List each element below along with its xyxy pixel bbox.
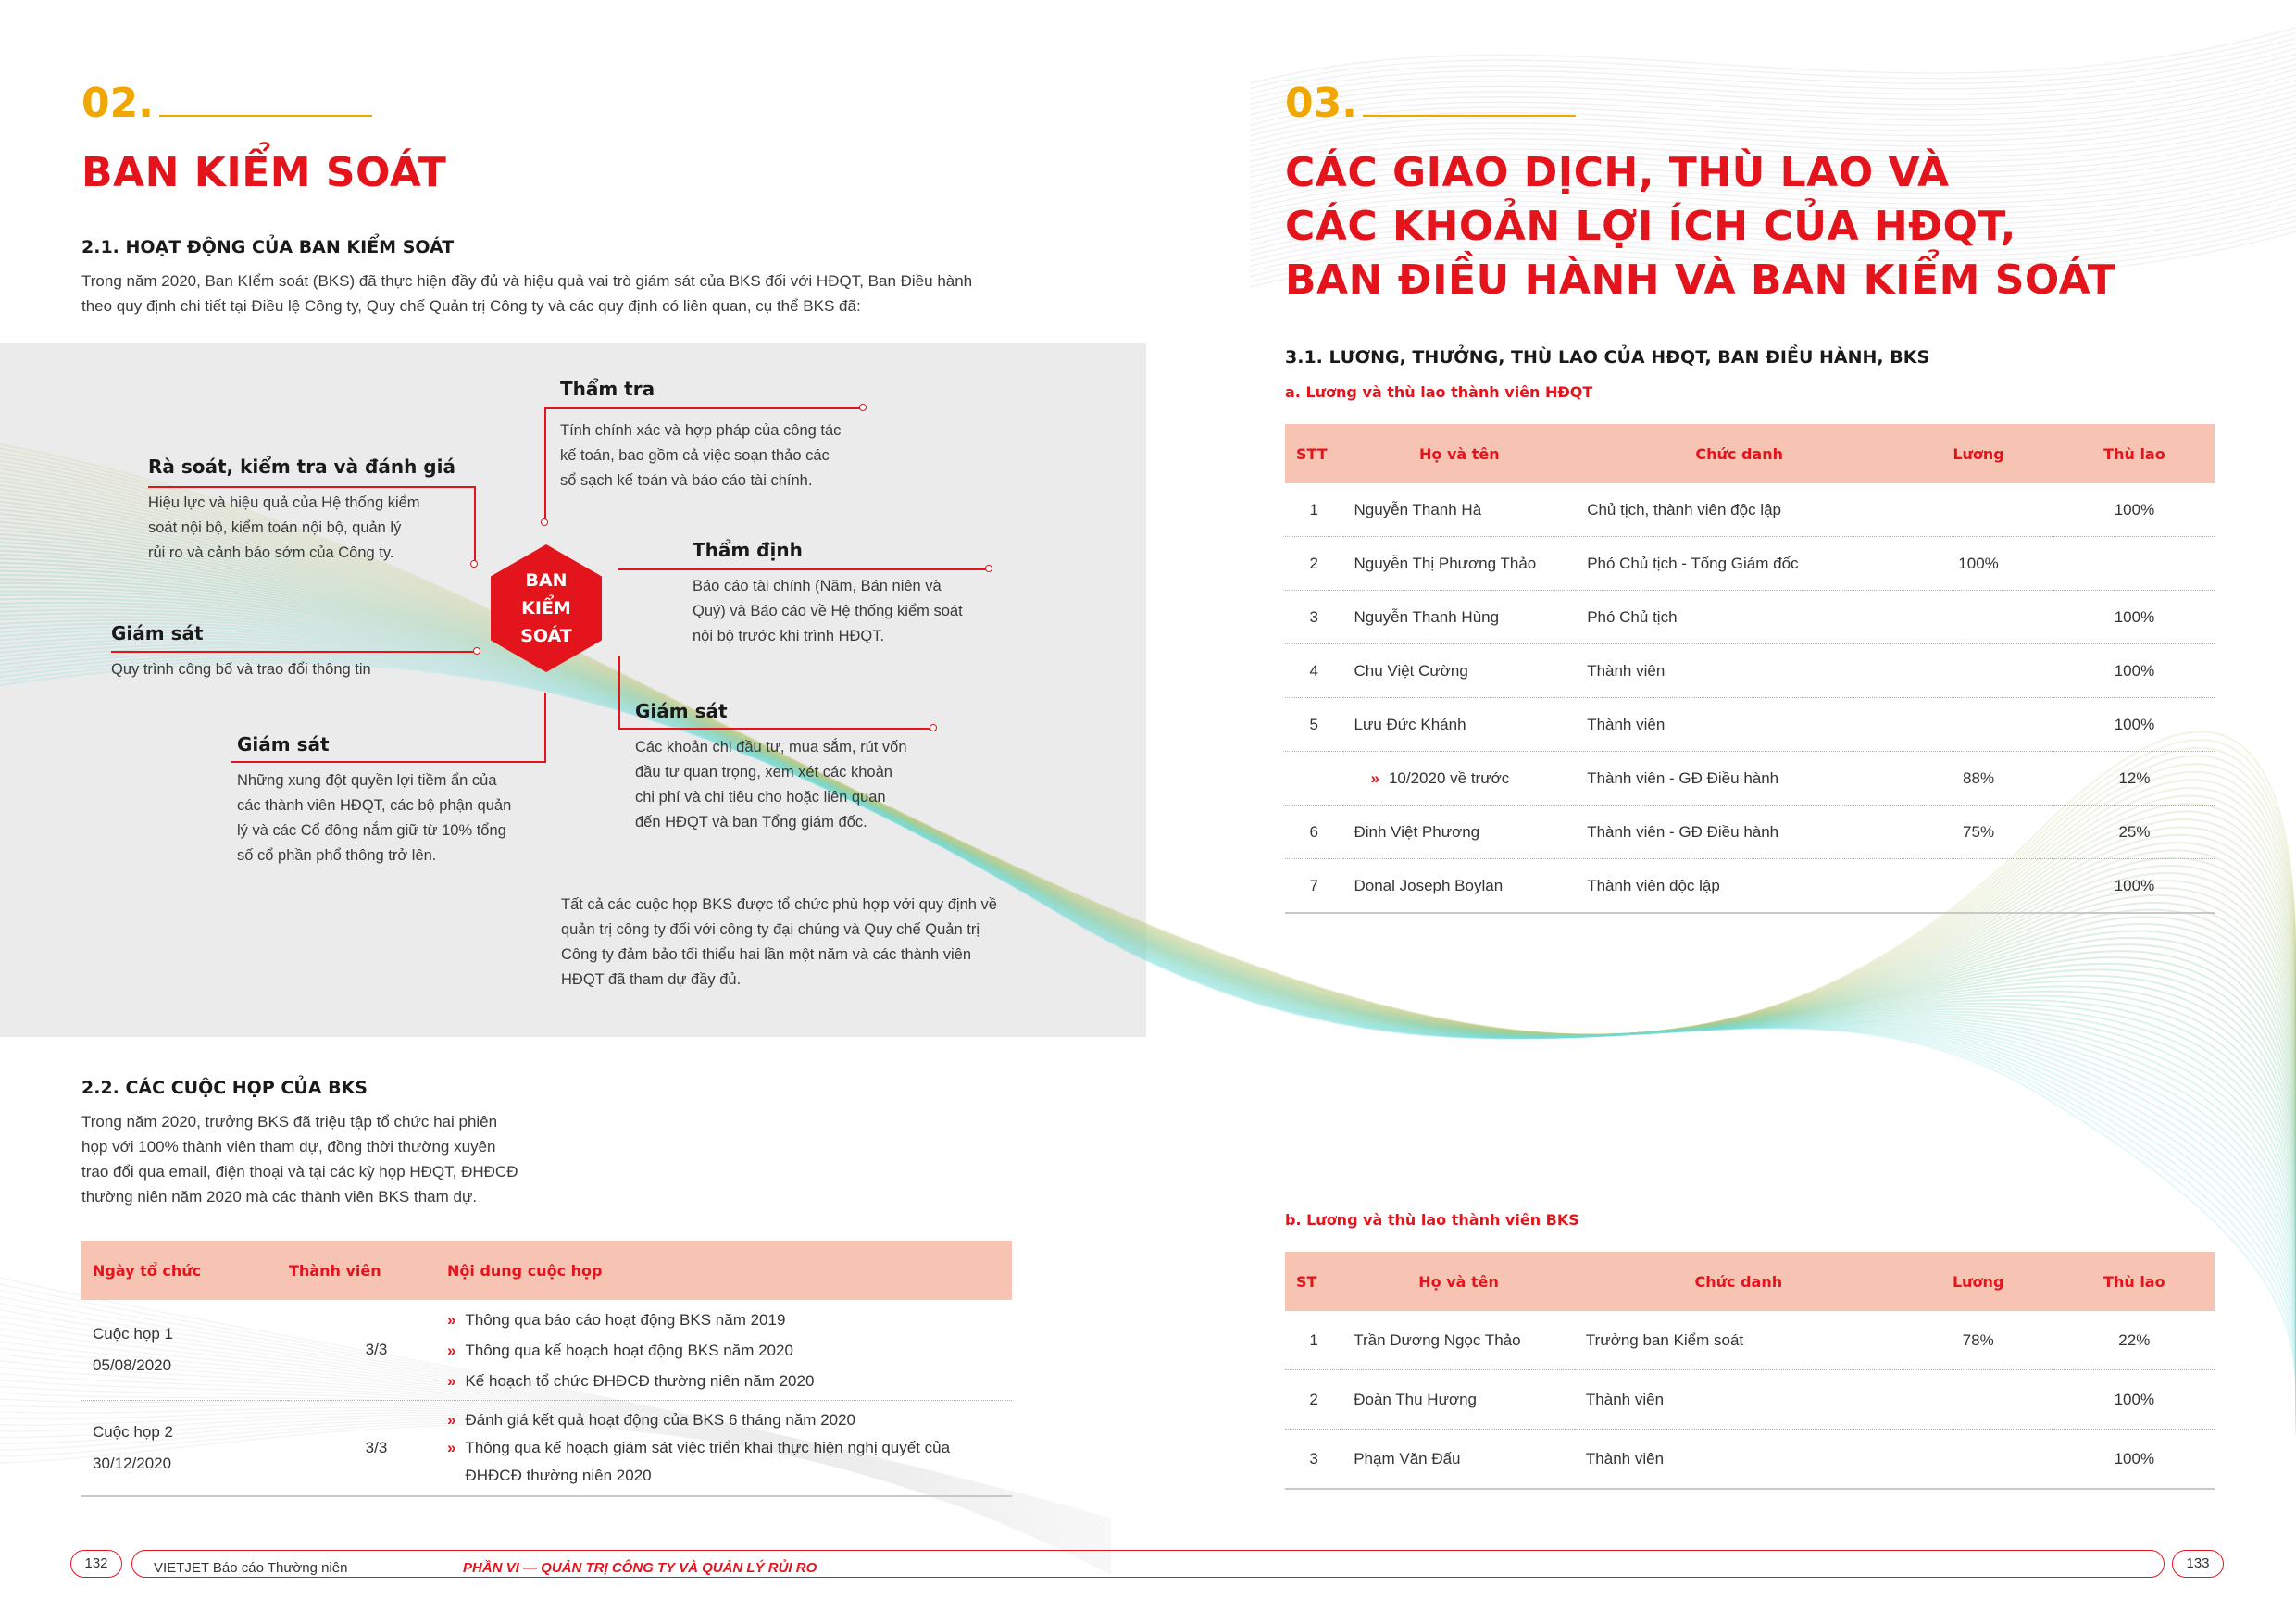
table-cell [1903, 859, 2054, 914]
table-cell: Nguyễn Thanh Hùng [1343, 591, 1577, 644]
table-cell: 22% [2054, 1311, 2215, 1370]
table-cell [1903, 1370, 2054, 1430]
subheading-b: b. Lương và thù lao thành viên BKS [1285, 1211, 1579, 1229]
col-header: Chức danh [1576, 424, 1903, 483]
table-header-row [81, 1241, 1012, 1300]
connector [544, 407, 546, 523]
table-row [1285, 698, 2215, 752]
table-cell: 1 [1285, 1311, 1342, 1370]
col-header: Họ và tên [1342, 1252, 1575, 1311]
table-row: Cuộc họp 2 30/12/2020 3/3 » Đánh giá kết quả hoạt động của BKS 6 tháng năm 2020 » Thông qua kế hoạch giám sát việc triển khai thực hiện nghị quyết của ĐHĐCĐ thường niên 2020 [81, 1401, 1012, 1497]
table-cell: Thành viên - GĐ Điều hành [1576, 806, 1903, 859]
table-cell: Lưu Đức Khánh [1343, 698, 1577, 752]
table-cell: 100% [2054, 644, 2215, 698]
table-cell: Nguyễn Thị Phương Thảo [1343, 537, 1577, 591]
section-number: 02. [81, 80, 154, 127]
table-row [1285, 859, 2215, 914]
table-cell: 100% [2054, 483, 2215, 537]
footer-brand: VIETJET Báo cáo Thường niên [154, 1560, 348, 1576]
table-cell: 100% [2054, 859, 2215, 914]
table-row [1285, 1430, 2215, 1490]
table-cell: 7 [1285, 859, 1343, 914]
node-tham-tra: Thẩm tra Tính chính xác và hợp pháp của công tác kế toán, bao gồm cả việc soạn thảo các sổ sạch kế toán và báo cáo tài chính. [560, 378, 842, 489]
table-cell: 100% [2054, 698, 2215, 752]
page-number-left: 132 [70, 1550, 122, 1578]
board-remuneration-table [1285, 424, 2215, 914]
page-title: BAN KIỂM SOÁT [81, 149, 447, 196]
table-row: Cuộc họp 1 05/08/2020 3/3 » Thông qua báo cáo hoạt động BKS năm 2019 » Thông qua kế hoạch hoạt động BKS năm 2020 » Kế hoạch tổ chức ĐHĐCĐ thường niên năm 2020 [81, 1300, 1012, 1401]
table-cell: Đoàn Thu Hương [1342, 1370, 1575, 1430]
col-header: Thù lao [2054, 1252, 2215, 1311]
table-cell: Thành viên độc lập [1576, 859, 1903, 914]
table-cell: 1 [1285, 483, 1343, 537]
table-row [1285, 1370, 2215, 1430]
section-number-rule [1363, 115, 1576, 117]
table-row [1285, 806, 2215, 859]
col-header: Nội dung cuộc họp [392, 1241, 1012, 1300]
meeting-note: Tất cả các cuộc họp BKS được tổ chức phù hợp với quy định về quản trị công ty đối với công ty đại chúng và Quy chế Quản trị Công ty đảm bảo tối thiểu hai lần một năm và các thành viên HĐQT đã tham dự đầy đủ. [561, 896, 997, 988]
footer-bar [131, 1550, 2165, 1578]
col-header: Thù lao [2054, 424, 2215, 483]
table-cell [1903, 644, 2054, 698]
connector-dot [541, 518, 548, 526]
table-cell: Nguyễn Thanh Hà [1343, 483, 1577, 537]
table-row [1285, 483, 2215, 537]
table-cell [1903, 698, 2054, 752]
table-cell: 78% [1903, 1311, 2054, 1370]
table-cell [1285, 752, 1343, 806]
connector [474, 486, 476, 565]
table-cell: 2 [1285, 537, 1343, 591]
subheading-a: a. Lương và thù lao thành viên HĐQT [1285, 383, 1593, 401]
table-row [1285, 644, 2215, 698]
node-tham-dinh: Thẩm định Báo cáo tài chính (Năm, Bán niên và Quý) và Báo cáo về Hệ thống kiểm soát nội bộ trước khi trình HĐQT. [693, 539, 963, 644]
supervisory-remuneration-table [1285, 1252, 2215, 1490]
table-row [1285, 591, 2215, 644]
node-ra-soat: Rà soát, kiểm tra và đánh giá Hiệu lực và hiệu quả của Hệ thống kiểm soát nội bộ, kiểm toán nội bộ, quản lý rủi ro và cảnh báo sớm của Công ty. [148, 456, 455, 561]
page-title-right: CÁC GIAO DỊCH, THÙ LAO VÀ CÁC KHOẢN LỢI ÍCH CỦA HĐQT, BAN ĐIỀU HÀNH VÀ BAN KIỂM SOÁT [1285, 149, 2116, 304]
col-header: Chức danh [1575, 1252, 1903, 1311]
table-cell: 6 [1285, 806, 1343, 859]
node-giam-sat-3: Giám sát Những xung đột quyền lợi tiềm ẩn của các thành viên HĐQT, các bộ phận quản lý và các Cổ đông nắm giữ từ 10% tổng số cổ phần phổ thông trở lên. [237, 733, 512, 864]
table-cell [1903, 483, 2054, 537]
table-row [1285, 752, 2215, 806]
intro-paragraph: Trong năm 2020, Ban KIểm soát (BKS) đã thực hiện đầy đủ và hiệu quả vai trò giám sát của BKS đối với HĐQT, Ban Điều hành theo quy định chi tiết tại Điều lệ Công ty, Quy chế Quản trị Công ty và các quy định có liên quan, cụ thể BKS đã: [81, 272, 973, 315]
col-header: Lương [1903, 424, 2054, 483]
table-cell: Thành viên [1576, 644, 1903, 698]
table-cell: 75% [1903, 806, 2054, 859]
table-cell: Trần Dương Ngọc Thảo [1342, 1311, 1575, 1370]
table-cell [1903, 1430, 2054, 1490]
col-header: Lương [1903, 1252, 2054, 1311]
table-cell: 100% [2054, 1370, 2215, 1430]
connector [618, 656, 620, 728]
table-cell: Thành viên - GĐ Điều hành [1576, 752, 1903, 806]
section-heading-2-1: 2.1. HOẠT ĐỘNG CỦA BAN KIỂM SOÁT [81, 237, 455, 257]
table-cell: 3 [1285, 591, 1343, 644]
table-cell: Chủ tịch, thành viên độc lập [1576, 483, 1903, 537]
table-cell: Phạm Văn Đấu [1342, 1430, 1575, 1490]
node-giam-sat-2: Giám sát Các khoản chi đầu tư, mua sắm, rút vốn đầu tư quan trọng, xem xét các khoản chi phí và chi tiêu cho hoặc liên quan đến HĐQT và ban Tổng giám đốc. [635, 700, 907, 831]
col-header: Ngày tổ chức [81, 1241, 288, 1300]
table-cell: » 10/2020 về trước [1343, 752, 1577, 806]
meetings-table [81, 1241, 1012, 1497]
col-header: ST [1285, 1252, 1342, 1311]
connector-dot [473, 647, 480, 655]
table-cell: 100% [2054, 591, 2215, 644]
table-cell: 4 [1285, 644, 1343, 698]
table-cell: Phó Chủ tịch [1576, 591, 1903, 644]
table-cell [2054, 537, 2215, 591]
connector-dot [470, 560, 478, 568]
table-cell: 88% [1903, 752, 2054, 806]
page-number-right: 133 [2172, 1550, 2224, 1578]
table-cell: 5 [1285, 698, 1343, 752]
table-header-row [1285, 1252, 2215, 1311]
table-cell: Thành viên [1575, 1370, 1903, 1430]
col-header: STT [1285, 424, 1343, 483]
table-cell [1903, 591, 2054, 644]
meetings-paragraph: Trong năm 2020, trưởng BKS đã triệu tập tổ chức hai phiên họp với 100% thành viên tham dự, đồng thời thường xuyên trao đổi qua email, điện thoại và tại các kỳ họp HĐQT, ĐHĐCĐ thường niên năm 2020 mà các thành viên BKS tham dự. [81, 1113, 518, 1206]
col-header: Họ và tên [1343, 424, 1577, 483]
table-cell: 12% [2054, 752, 2215, 806]
table-cell: Thành viên [1576, 698, 1903, 752]
section-number: 03. [1285, 80, 1357, 127]
section-number-rule [159, 115, 372, 117]
table-header-row [1285, 424, 2215, 483]
table-cell: 100% [1903, 537, 2054, 591]
table-cell: 3 [1285, 1430, 1342, 1490]
table-cell: Chu Việt Cường [1343, 644, 1577, 698]
col-header: Thành viên [288, 1241, 392, 1300]
table-cell: Trưởng ban Kiểm soát [1575, 1311, 1903, 1370]
table-row [1285, 537, 2215, 591]
table-cell: 25% [2054, 806, 2215, 859]
table-cell: Thành viên [1575, 1430, 1903, 1490]
center-hexagon-label: BAN KIỂM SOÁT [520, 570, 572, 646]
footer-section: PHẦN VI — QUẢN TRỊ CÔNG TY VÀ QUẢN LÝ RỦI RO [463, 1560, 817, 1576]
table-cell: Đinh Việt Phương [1343, 806, 1577, 859]
table-cell: 2 [1285, 1370, 1342, 1430]
table-cell: 100% [2054, 1430, 2215, 1490]
table-cell: Phó Chủ tịch - Tổng Giám đốc [1576, 537, 1903, 591]
table-row [1285, 1311, 2215, 1370]
table-cell: Donal Joseph Boylan [1343, 859, 1577, 914]
section-heading-2-2: 2.2. CÁC CUỘC HỌP CỦA BKS [81, 1078, 368, 1098]
section-heading-3-1: 3.1. LƯƠNG, THƯỞNG, THÙ LAO CỦA HĐQT, BAN ĐIỀU HÀNH, BKS [1285, 347, 1930, 368]
node-giam-sat-1: Giám sát Quy trình công bố và trao đổi thông tin [111, 622, 371, 678]
